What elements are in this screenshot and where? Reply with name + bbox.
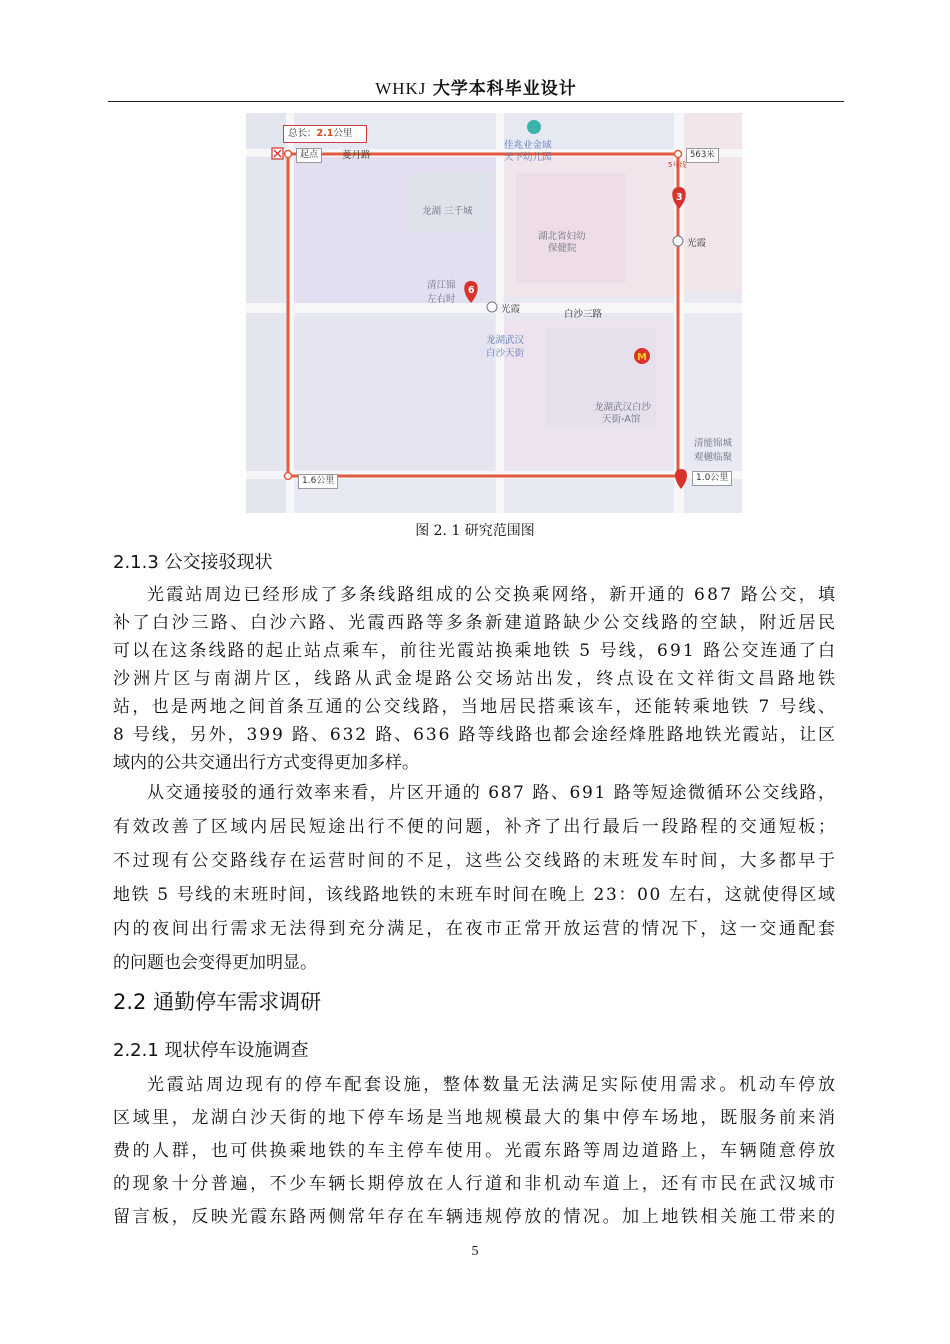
route-total-length: 总长：2.1公里 bbox=[283, 125, 367, 143]
study-area-map bbox=[246, 113, 742, 513]
header-latin: WHKJ bbox=[375, 79, 427, 98]
paragraph-line: 域内的公共交通出行方式变得更加多样。 bbox=[113, 753, 419, 773]
header-rule bbox=[108, 101, 844, 102]
paragraph-line: 的问题也会变得更加明显。 bbox=[113, 953, 317, 973]
paragraph-line: 费的人群，也可供换乘地铁的车主停车使用。光霞东路等周边道路上，车辆随意停放 bbox=[113, 1141, 838, 1161]
figure-caption: 图 2. 1 研究范围图 bbox=[415, 523, 535, 539]
poi-kindergarten-2: 天下幼儿园 bbox=[504, 152, 552, 163]
paragraph-line: 留言板，反映光霞东路两侧常年存在车辆违规停放的情况。加上地铁相关施工带来的 bbox=[113, 1207, 838, 1227]
poi-longhu-wuhan-2: 白沙天街 bbox=[486, 348, 525, 359]
paragraph-line: 可以在这条线路的起止站点乘车，前往光霞站换乘地铁 5 号线，691 路公交连通了白 bbox=[113, 641, 838, 661]
paragraph-line: 内的夜间出行需求无法得到充分满足，在夜市正常开放运营的情况下，这一交通配套 bbox=[113, 919, 838, 939]
poi-hospital-2: 保健院 bbox=[548, 243, 577, 254]
paragraph-line: 站，也是两地之间首条互通的公交线路，当地居民搭乘该车，还能转乘地铁 7 号线、 bbox=[113, 697, 838, 717]
distance-left: 1.6公里 bbox=[298, 474, 338, 489]
paragraph-line: 有效改善了区域内居民短途出行不便的问题，补齐了出行最后一段路程的交通短板； bbox=[113, 817, 838, 837]
road-label-lingyue: 菱月路 bbox=[342, 150, 371, 161]
poi-longhu-sanqian: 龙湖 三千城 bbox=[422, 206, 473, 217]
svg-text:M: M bbox=[637, 352, 647, 363]
marker-6-label: 6 bbox=[468, 285, 475, 296]
poi-qingjiang-1: 清江锦 bbox=[427, 280, 456, 291]
metro-guangxia-east: 光霞 bbox=[687, 238, 707, 249]
poi-kindergarten-1: 佳兆业金域 bbox=[504, 140, 552, 151]
metro-line5-label: 5号线 bbox=[668, 161, 687, 169]
paragraph-line: 不过现有公交路线存在运营时间的不足，这些公交线路的末班发车时间，大多都早于 bbox=[113, 851, 838, 871]
paragraph-line: 沙洲片区与南湖片区，线路从武金堤路公交场站出发，终点设在文祥街文昌路地铁 bbox=[113, 669, 839, 689]
header-title: 大学本科毕业设计 bbox=[432, 79, 577, 99]
page-number: 5 bbox=[471, 1244, 479, 1259]
paragraph-line: 光霞站周边已经形成了多条线路组成的公交换乘网络，新开通的 687 路公交，填 bbox=[147, 585, 838, 605]
road-label-baisha: 白沙三路 bbox=[564, 309, 603, 320]
start-label: 起点 bbox=[296, 148, 322, 163]
poi-qingjiang-2: 左右时 bbox=[427, 294, 456, 305]
section-heading-2-2: 2.2 通勤停车需求调研 bbox=[113, 990, 322, 1014]
distance-right: 1.0公里 bbox=[692, 471, 732, 486]
paragraph-line: 地铁 5 号线的末班时间，该线路地铁的末班车时间在晚上 23：00 左右，这就使得区域 bbox=[113, 885, 837, 905]
paragraph-line: 的现象十分普遍，不少车辆长期停放在人行道和非机动车道上，还有市民在武汉城市 bbox=[113, 1174, 838, 1194]
map-graphic bbox=[246, 113, 742, 513]
marker-3-label: 3 bbox=[676, 192, 683, 203]
section-heading-2-2-1: 2.2.1 现状停车设施调查 bbox=[113, 1040, 309, 1061]
paragraph-line: 从交通接驳的通行效率来看，片区开通的 687 路、691 路等短途微循环公交线路， bbox=[147, 783, 837, 803]
poi-hospital-1: 湖北省妇幼 bbox=[538, 231, 586, 242]
page-header bbox=[108, 74, 844, 100]
paragraph-line: 8 号线，另外，399 路、632 路、636 路等线路也都会途经烽胜路地铁光霞站，让区 bbox=[113, 725, 837, 745]
poi-longhu-wuhan-1: 龙湖武汉 bbox=[486, 335, 525, 346]
paragraph-line: 光霞站周边现有的停车配套设施，整体数量无法满足实际使用需求。机动车停放 bbox=[147, 1075, 838, 1095]
section-heading-2-1-3: 2.1.3 公交接驳现状 bbox=[113, 552, 273, 573]
poi-qingneng-2: 观樾临聚 bbox=[694, 452, 733, 463]
paragraph-line: 补了白沙三路、白沙六路、光霞西路等多条新建道路缺少公交线路的空缺，附近居民 bbox=[113, 613, 838, 633]
poi-tianjie-a-2: 天街-A馆 bbox=[602, 414, 641, 425]
poi-tianjie-a-1: 龙湖武汉白沙 bbox=[594, 402, 652, 413]
paragraph-line: 区域里，龙湖白沙天街的地下停车场是当地规模最大的集中停车场地，既服务前来消 bbox=[113, 1108, 838, 1128]
metro-guangxia-mid: 光霞 bbox=[501, 304, 521, 315]
distance-563: 563米 bbox=[686, 148, 719, 163]
poi-qingneng-1: 清能锦城 bbox=[694, 438, 733, 449]
